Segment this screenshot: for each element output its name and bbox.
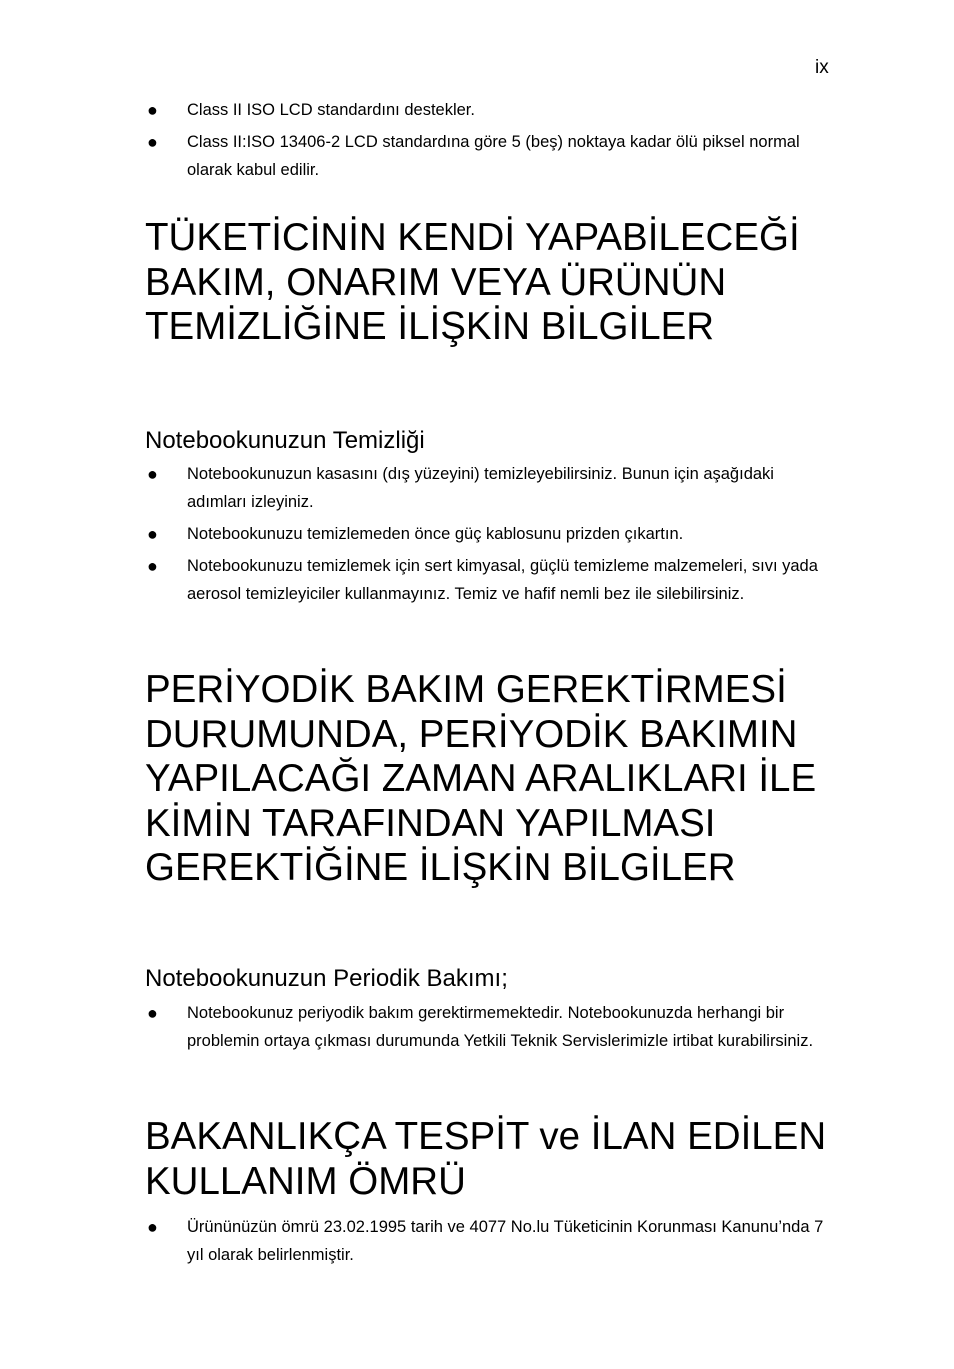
- list-item-text: Notebookunuz periyodik bakım gerektirmemektedir. Notebookunuzda herhangi bir problemin ortaya çıkması durumunda Yetkili Teknik Servislerimizle irtibat kurabilirsiniz.: [187, 1004, 814, 1050]
- subheading-periodic-maintenance: Notebookunuzun Periodik Bakımı;: [145, 965, 508, 992]
- bullet-icon: ●: [147, 132, 158, 152]
- list-item-text: Class II:ISO 13406-2 LCD standardına göre 5 (beş) noktaya kadar ölü piksel normal olarak kabul edilir.: [187, 133, 800, 179]
- bullet-icon: ●: [147, 556, 158, 576]
- subheading-cleaning: Notebookunuzun Temizliği: [145, 427, 425, 454]
- intro-bullet-list: [145, 96, 835, 188]
- section-heading-periodic-maintenance: PERİYODİK BAKIM GEREKTİRMESİ DURUMUNDA, PERİYODİK BAKIMIN YAPILACAĞI ZAMAN ARALIKLARI İLE KİMİN TARAFINDAN YAPILMASI GEREKTİĞİNE İLİŞKİN BİLGİLER: [145, 668, 817, 889]
- list-item-text: Notebookunuzu temizlemek için sert kimyasal, güçlü temizleme malzemeleri, sıvı yada aerosol temizleyiciler kullanmayınız. Temiz ve hafif nemli bez ile silebilirsiniz.: [187, 557, 818, 603]
- list-item-text: Ürününüzün ömrü 23.02.1995 tarih ve 4077 No.lu Tüketicinin Korunması Kanunu’nda 7 yıl olarak belirlenmiştir.: [187, 1218, 824, 1264]
- cleaning-bullet-list: [145, 460, 835, 612]
- lifetime-bullet-list: [145, 1213, 835, 1273]
- list-item: [145, 128, 835, 184]
- list-item: [145, 460, 835, 516]
- list-item: [145, 999, 835, 1055]
- list-item: [145, 552, 835, 608]
- list-item-text: Class II ISO LCD standardını destekler.: [187, 101, 475, 119]
- bullet-icon: ●: [147, 1003, 158, 1023]
- page-number: ix: [815, 57, 829, 78]
- list-item-text: Notebookunuzun kasasını (dış yüzeyini) temizleyebilirsiniz. Bunun için aşağıdaki adımları izleyiniz.: [187, 465, 774, 511]
- bullet-icon: ●: [147, 1217, 158, 1237]
- bullet-icon: ●: [147, 464, 158, 484]
- list-item: [145, 1213, 835, 1269]
- list-item: [145, 96, 835, 124]
- section-heading-maintenance: TÜKETİCİNİN KENDİ YAPABİLECEĞİ BAKIM, ONARIM VEYA ÜRÜNÜN TEMİZLİĞİNE İLİŞKİN BİLGİLER: [145, 216, 800, 348]
- bullet-icon: ●: [147, 100, 158, 120]
- bullet-icon: ●: [147, 524, 158, 544]
- section-heading-product-lifetime: BAKANLIKÇA TESPİT ve İLAN EDİLEN KULLANIM ÖMRÜ: [145, 1115, 827, 1203]
- periodic-bullet-list: [145, 999, 835, 1059]
- list-item-text: Notebookunuzu temizlemeden önce güç kablosunu prizden çıkartın.: [187, 525, 684, 543]
- list-item: [145, 520, 835, 548]
